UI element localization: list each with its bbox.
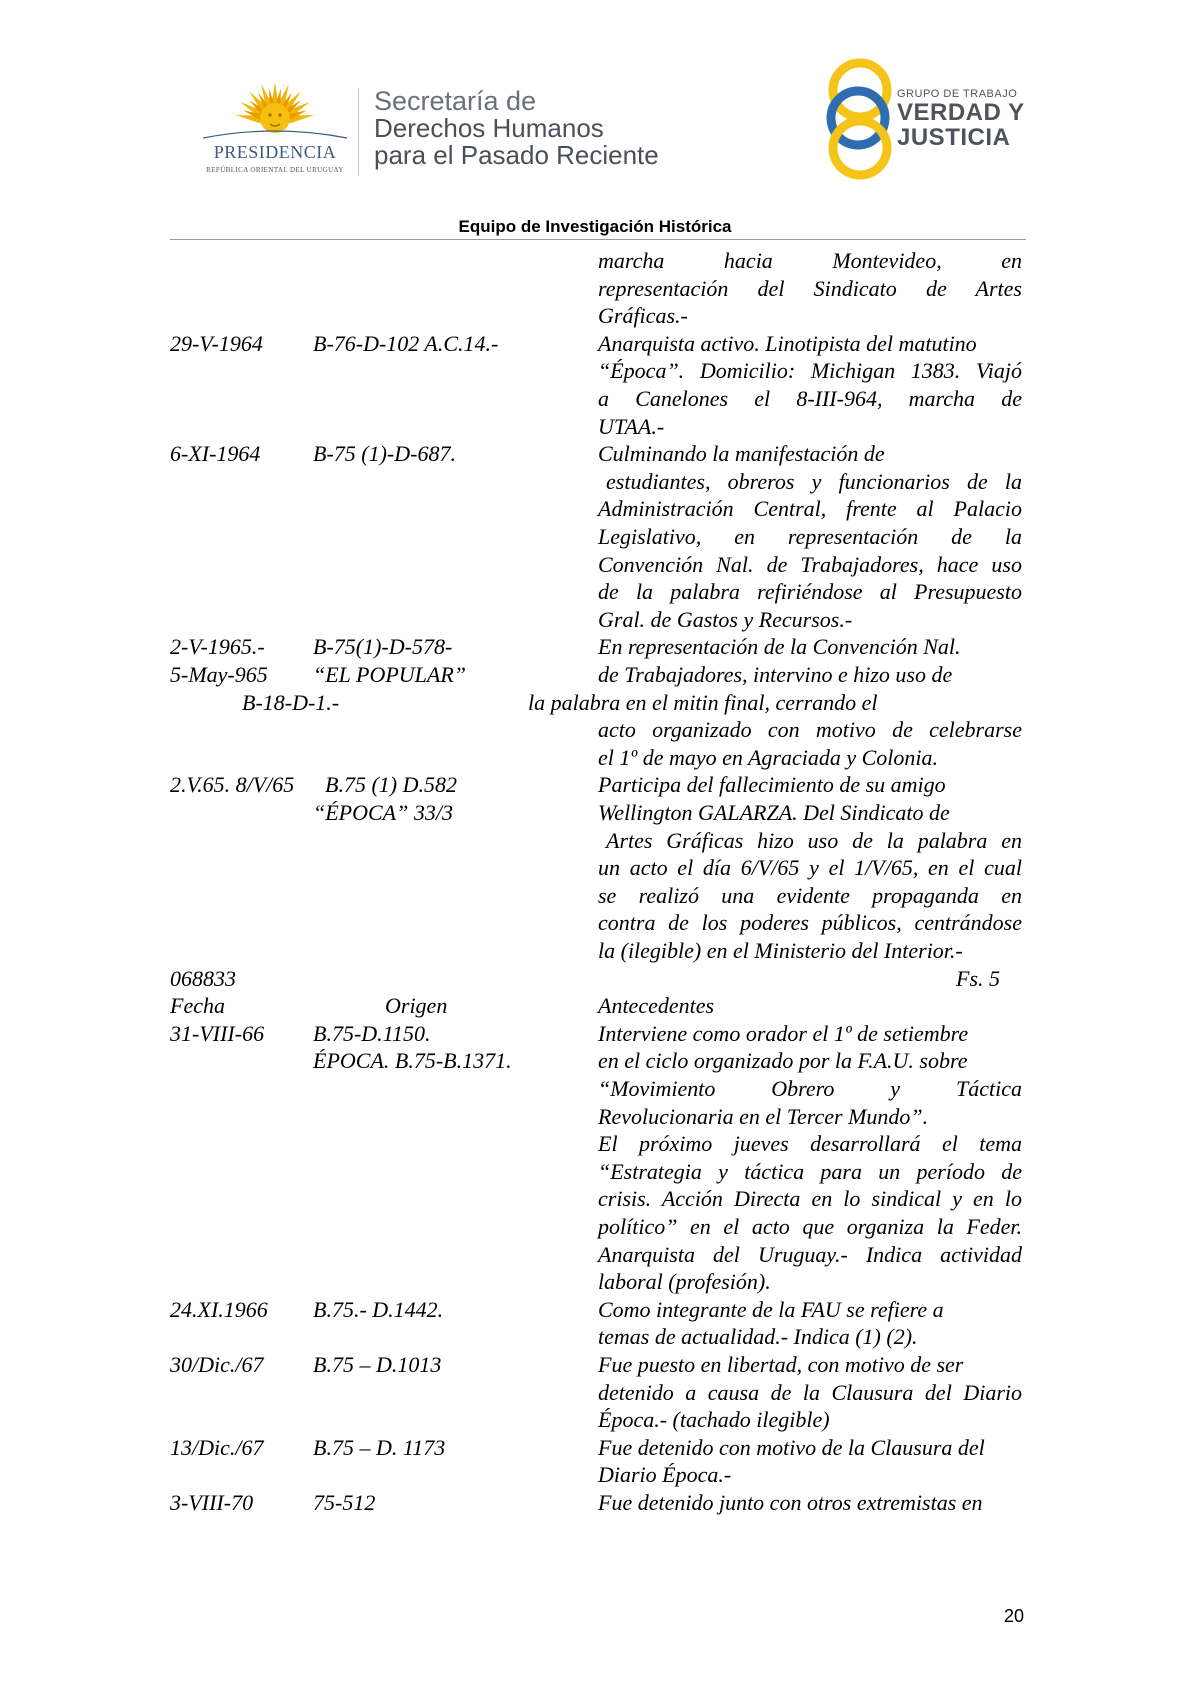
record-line-ant: Fue puesto en libertad, con motivo de ser [598,1352,964,1377]
record-line-orig: 75-512 [313,1490,376,1515]
grupo-trabajo-title [897,88,1025,150]
record-line-ant: Legislativo, en representación de la [598,524,1022,549]
record-line-ant: representación del Sindicato de Artes [598,275,1022,301]
record-line-orig: B.75 – D.1013 [313,1352,442,1377]
record-line-ant: contra de los poderes públicos, centrándose [598,910,1022,936]
record-line-ant: Anarquista activo. Linotipista del matutino [598,330,977,356]
record-line-ant: laboral (profesión). [598,1269,771,1295]
record-line-ant: político” en el acto que organiza la Feder. [598,1214,1022,1239]
record-line-ant: “Época”. Domicilio: Michigan 1383. Viajó [598,358,1022,384]
grupo-line-3: JUSTICIA [897,124,1011,151]
record-line-ant: Participa del fallecimiento de su amigo [598,772,946,798]
record-line-ant: Administración Central, frente al Palacio [598,496,1022,522]
record-line-ant: en el ciclo organizado por la F.A.U. sobre [598,1048,968,1074]
grupo-line-2: VERDAD Y [897,99,1025,126]
record-line-date: 6-XI-1964 [170,441,261,467]
sun-emblem-icon [195,80,355,150]
record-line-ant: Convención Nal. de Trabajadores, hace uso [598,551,1022,577]
verdad-justicia-rings-icon [818,56,898,180]
record-line-orig: B-75 (1)-D-687. [313,441,456,467]
record-line-orig: “EL POPULAR” [313,662,467,687]
secretaria-title [374,88,659,169]
record-line-date: 068833 [170,965,236,991]
record-line-ant: Fue detenido junto con otros extremistas en [598,1490,983,1515]
record-line-ant: Gráficas.- [598,303,688,329]
team-title: Equipo de Investigación Histórica [458,217,732,236]
record-line-date: 24.XI.1966 [170,1296,268,1322]
presidencia-subtitle: REPÚBLICA ORIENTAL DEL URUGUAY [206,166,344,174]
page-number: 20 [1004,1606,1025,1626]
record-line-date: 5-May-965 [170,662,268,687]
record-line-date: 3-VIII-70 [170,1490,254,1515]
record-line-orig: ÉPOCA. B.75-B.1371. [313,1048,512,1074]
record-line-custom: la palabra en el mitin final, cerrando el [528,689,878,715]
record-line-custom: B.75 (1) D.582 [325,772,457,798]
grupo-line-1: GRUPO DE TRABAJO [897,88,1018,100]
record-line-ant: crisis. Acción Directa en lo sindical y en lo [598,1186,1022,1212]
logo-divider [358,88,359,176]
record-line-ant: En representación de la Convención Nal. [598,634,961,660]
record-line-ant: Antecedentes [598,993,715,1019]
record-line-ant: un acto el día 6/V/65 y el 1/V/65, en el cual [598,855,1022,881]
record-line-ant: Época.- (tachado ilegible) [598,1407,830,1433]
record-line-ant: El próximo jueves desarrollará el tema [598,1131,1022,1157]
record-line-ant: acto organizado con motivo de celebrarse [598,717,1022,743]
record-line-custom: B-18-D-1.- [242,689,340,715]
record-line-date: 31-VIII-66 [170,1020,265,1046]
record-line-orig: B.75.- D.1442. [313,1296,444,1322]
header-rule [170,239,1026,240]
record-line-ant: marcha hacia Montevideo, en [598,248,1022,273]
record-line-ant: Diario Época.- [598,1462,732,1488]
record-line-ant: temas de actualidad.- Indica (1) (2). [598,1324,918,1350]
record-line-ant: “Estrategia y táctica para un período de [598,1158,1022,1184]
record-line-ant: estudiantes, obreros y funcionarios de la [606,468,1022,494]
secretaria-line-1: Secretaría de [374,86,537,116]
record-line-ant: de Trabajadores, intervino e hizo uso de [598,662,953,687]
record-line-ant: Anarquista del Uruguay.- Indica actividad [598,1241,1022,1267]
record-line-ant: el 1º de mayo en Agraciada y Colonia. [598,744,939,770]
record-line-ant: a Canelones el 8-III-964, marcha de [598,386,1022,411]
record-line-ant: Gral. de Gastos y Recursos.- [598,606,853,632]
record-line-ant: Wellington GALARZA. Del Sindicato de [598,800,950,825]
record-line-date: 30/Dic./67 [170,1352,264,1377]
record-line-ant: UTAA.- [598,413,665,439]
record-line-date: 2.V.65. 8/V/65 [170,772,295,798]
record-line-ant: Artes Gráficas hizo uso de la palabra en [606,827,1022,853]
record-line-ant: Revolucionaria en el Tercer Mundo”. [598,1103,929,1129]
record-line-custom: Origen [385,993,448,1019]
record-line-ant: la (ilegible) en el Ministerio del Interior.- [598,938,963,963]
record-line-date: 29-V-1964 [170,330,263,356]
record-line-ant: Fue detenido con motivo de la Clausura del [598,1434,985,1460]
record-line-date: 13/Dic./67 [170,1434,264,1460]
record-line-ant: de la palabra refiriéndose al Presupuesto [598,579,1022,605]
record-line-orig: B-75(1)-D-578- [313,634,453,660]
record-line-ant: Como integrante de la FAU se refiere a [598,1296,944,1322]
secretaria-line-2: Derechos Humanos [374,113,604,143]
record-line-ant: Interviene como orador el 1º de setiembre [598,1020,969,1046]
record-line-orig: B.75-D.1150. [313,1020,431,1046]
record-line-date: 2-V-1965.- [170,634,265,660]
record-line-ant: se realizó una evidente propaganda en [598,882,1022,908]
record-line-ant: Culminando la manifestación de [598,441,885,467]
record-line-ant: detenido a causa de la Clausura del Diario [598,1379,1022,1405]
secretaria-line-3: para el Pasado Reciente [374,140,659,170]
record-line-custom: Fs. 5 [956,965,1000,991]
record-line-orig: “ÉPOCA” 33/3 [313,800,453,825]
record-line-orig: B.75 – D. 1173 [313,1434,446,1460]
record-line-orig: B-76-D-102 A.C.14.- [313,330,499,356]
presidencia-logo [195,80,355,180]
record-line-ant: “Movimiento Obrero y Táctica [598,1076,1022,1101]
record-line-date: Fecha [170,993,225,1019]
presidencia-word: PRESIDENCIA [213,142,337,162]
